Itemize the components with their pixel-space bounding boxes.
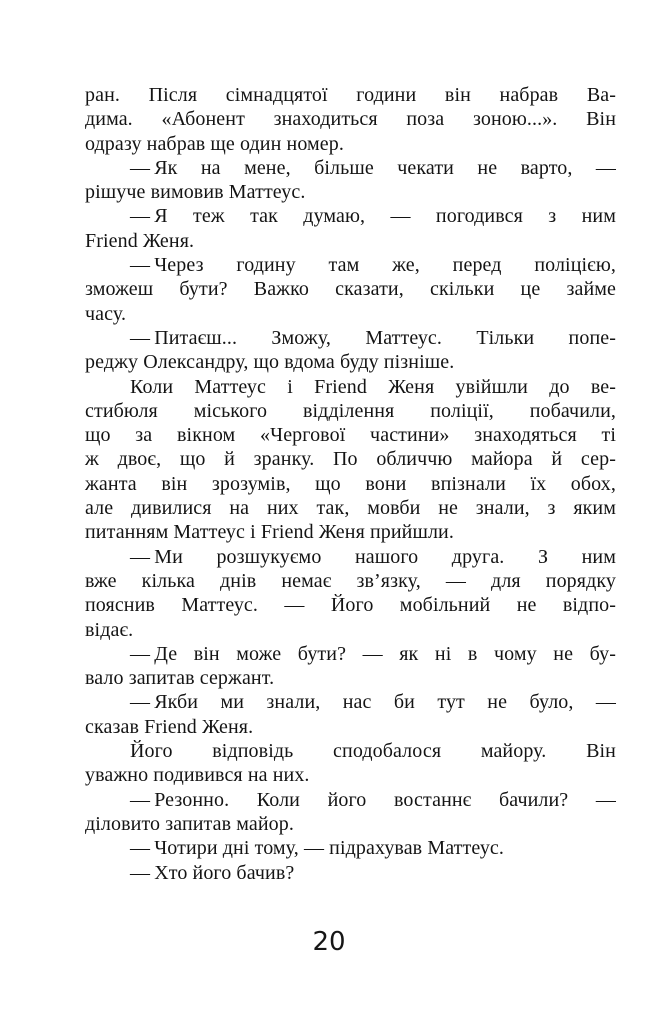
paragraph xyxy=(85,545,616,642)
text-line: стибюля міського відділення поліції, побачили, xyxy=(85,399,616,422)
paragraph xyxy=(85,204,616,253)
text-line: часу. xyxy=(85,302,127,325)
text-line: діловито запитав майор. xyxy=(85,812,294,835)
paragraph xyxy=(85,156,616,205)
text-line: жанта він зрозумів, що вони впізнали їх обох, xyxy=(85,472,616,495)
text-line: сказав Friend Женя. xyxy=(85,715,254,738)
paragraph xyxy=(85,253,616,326)
text-line: — Я теж так думаю, — погодився з ним xyxy=(130,205,616,228)
paragraph xyxy=(85,690,616,739)
text-line: зможеш бути? Важко сказати, скільки це займе xyxy=(85,278,616,301)
text-line: Friend Женя. xyxy=(85,229,195,252)
text-line: — Хто його бачив? xyxy=(130,861,295,884)
paragraph xyxy=(85,642,616,691)
text-line: реджу Олександру, що вдома буду пізніше. xyxy=(85,351,455,374)
text-line: вже кілька днів немає зв’язку, — для порядку xyxy=(85,569,616,592)
text-line: Коли Маттеус і Friend Женя увійшли до ве- xyxy=(130,375,616,398)
text-line: — Резонно. Коли його востаннє бачили? — xyxy=(130,788,616,811)
text-line: — Через годину там же, перед поліцією, xyxy=(130,254,616,277)
text-line: ран. Після сімнадцятої години він набрав Ва- xyxy=(85,84,616,106)
text-line: дима. «Абонент знаходиться поза зоною...». Він xyxy=(85,108,616,131)
text-line: одразу набрав ще один номер. xyxy=(85,132,344,155)
text-line: ж двоє, що й зранку. По обличчю майора й сер- xyxy=(85,448,616,471)
text-line: але дивилися на них так, мовби не знали, з яким xyxy=(85,497,616,520)
paragraph xyxy=(85,739,616,788)
text-line: Його відповідь сподобалося майору. Він xyxy=(130,740,616,763)
text-line: — Як на мене, більше чекати не варто, — xyxy=(130,156,616,179)
text-line: питанням Маттеус і Friend Женя прийшли. xyxy=(85,521,454,544)
text-line: вало запитав сержант. xyxy=(85,667,275,690)
text-line: рішуче вимовив Маттеус. xyxy=(85,181,306,204)
text-line: — Питаєш... Зможу, Маттеус. Тільки попе- xyxy=(130,326,616,349)
paragraph xyxy=(85,836,616,860)
text-line: — Якби ми знали, нас би тут не було, — xyxy=(130,691,616,714)
page-number: 20 xyxy=(312,927,346,957)
page-text xyxy=(85,83,616,885)
text-line: — Ми розшукуємо нашого друга. З ним xyxy=(130,545,616,568)
text-line: пояснив Маттеус. — Його мобільний не відпо- xyxy=(85,594,616,617)
paragraph xyxy=(85,83,616,156)
paragraph xyxy=(85,375,616,545)
paragraph xyxy=(85,326,616,375)
text-line: що за вікном «Чергової частини» знаходяться ті xyxy=(85,424,616,447)
text-line: відає. xyxy=(85,618,134,641)
text-line: — Де він може бути? — як ні в чому не бу- xyxy=(130,642,616,665)
paragraph xyxy=(85,788,616,837)
paragraph xyxy=(85,861,616,885)
text-line: уважно подивився на них. xyxy=(85,764,310,787)
text-line: — Чотири дні тому, — підрахував Маттеус. xyxy=(130,837,504,860)
